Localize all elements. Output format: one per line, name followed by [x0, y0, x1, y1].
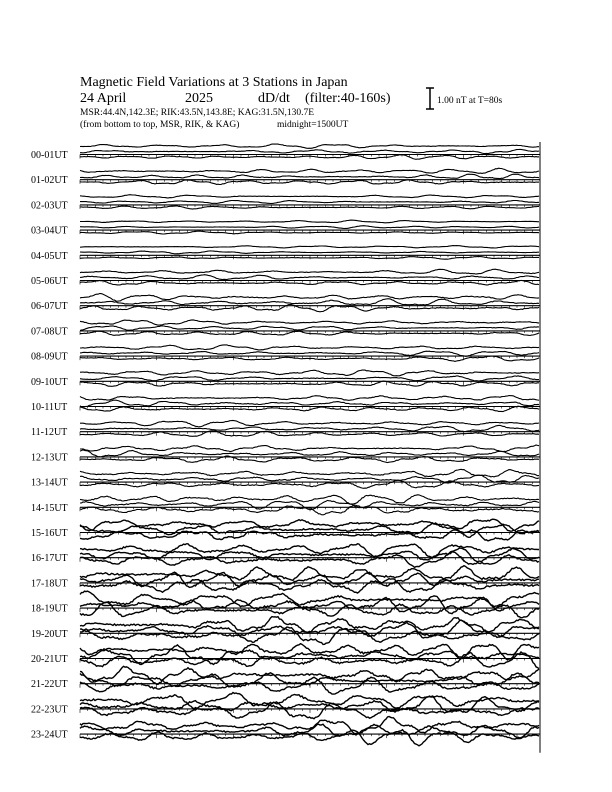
station-trace-rik: [80, 326, 539, 331]
trace-area: [80, 142, 540, 753]
row-label: 21-22UT: [31, 679, 68, 691]
header: [80, 75, 391, 130]
station-trace-rik: [80, 351, 539, 356]
station-trace-rik: [80, 174, 539, 179]
station-trace-msr: [80, 693, 539, 709]
row-label: 00-01UT: [31, 150, 68, 161]
station-trace-msr: [80, 294, 539, 302]
station-trace-kag: [80, 231, 539, 234]
row-label: 04-05UT: [31, 250, 68, 262]
row-label: 01-02UT: [31, 175, 68, 187]
station-trace-rik: [80, 275, 539, 280]
row-label: 09-10UT: [31, 376, 68, 388]
station-trace-msr: [80, 666, 539, 684]
year-label: 2025: [185, 91, 213, 106]
station-trace-rik: [80, 425, 539, 431]
station-trace-msr: [80, 495, 539, 504]
row-label: 23-24UT: [31, 729, 68, 741]
station-trace-rik: [80, 201, 539, 204]
quantity-label: dD/dt: [258, 91, 290, 106]
row-label: 18-19UT: [31, 603, 68, 615]
station-trace-rik: [80, 149, 539, 153]
date-label: 24 April: [80, 91, 127, 106]
row-label: 03-04UT: [31, 225, 68, 237]
row-label: 15-16UT: [31, 528, 68, 539]
station-trace-rik: [80, 400, 539, 407]
station-trace-msr: [80, 370, 539, 376]
station-trace-msr: [80, 195, 539, 198]
row-label: 07-08UT: [31, 326, 68, 338]
row-label: 05-06UT: [31, 276, 68, 287]
station-trace-kag: [80, 627, 539, 644]
row-label: 17-18UT: [31, 578, 68, 590]
row-label: 20-21UT: [31, 654, 68, 665]
row-label: 10-11UT: [31, 402, 68, 413]
station-trace-msr: [80, 445, 539, 452]
row-label: 02-03UT: [31, 200, 68, 212]
row-label: 06-07UT: [31, 301, 68, 313]
station-trace-msr: [80, 345, 539, 350]
station-trace-msr: [80, 469, 539, 477]
station-trace-msr: [80, 420, 539, 427]
station-trace-rik: [80, 299, 539, 305]
station-trace-msr: [80, 320, 539, 325]
station-trace-kag: [80, 530, 539, 541]
station-trace-msr: [80, 246, 539, 248]
station-trace-rik: [80, 226, 539, 229]
station-trace-kag: [80, 730, 539, 746]
scale-bar: [426, 88, 502, 109]
station-trace-kag: [80, 480, 539, 488]
station-trace-kag: [80, 280, 539, 285]
row-label: 14-15UT: [31, 502, 68, 514]
row-label: 22-23UT: [31, 704, 68, 716]
station-trace-msr: [80, 396, 539, 401]
station-trace-kag: [80, 579, 539, 593]
row-label: 08-09UT: [31, 351, 68, 363]
station-trace-rik: [80, 251, 539, 254]
station-order-note: (from bottom to top, MSR, RIK, & KAG): [80, 120, 240, 130]
station-trace-rik: [80, 450, 539, 457]
row-label: 16-17UT: [31, 553, 68, 565]
station-trace-msr: [80, 144, 539, 148]
row-label: 11-12UT: [31, 427, 68, 439]
row-label: 19-20UT: [31, 628, 68, 640]
scale-bar-label: 1.00 nT at T=80s: [437, 96, 503, 106]
chart-title: Magnetic Field Variations at 3 Stations in Japan: [80, 75, 348, 90]
filter-label: (filter:40-160s): [305, 91, 391, 106]
station-trace-msr: [80, 617, 539, 633]
station-trace-msr: [80, 168, 539, 173]
station-coordinates: MSR:44.4N,142.3E; RIK:43.5N,143.8E; KAG:31.5N,130.7E: [80, 108, 315, 118]
station-trace-kag: [80, 331, 539, 335]
row-labels: [31, 150, 68, 741]
midnight-note: midnight=1500UT: [277, 120, 349, 130]
station-trace-rik: [80, 376, 539, 381]
row-label: 13-14UT: [31, 477, 68, 489]
station-trace-msr: [80, 220, 539, 223]
row-label: 12-13UT: [31, 452, 68, 464]
station-trace-msr: [80, 269, 539, 274]
